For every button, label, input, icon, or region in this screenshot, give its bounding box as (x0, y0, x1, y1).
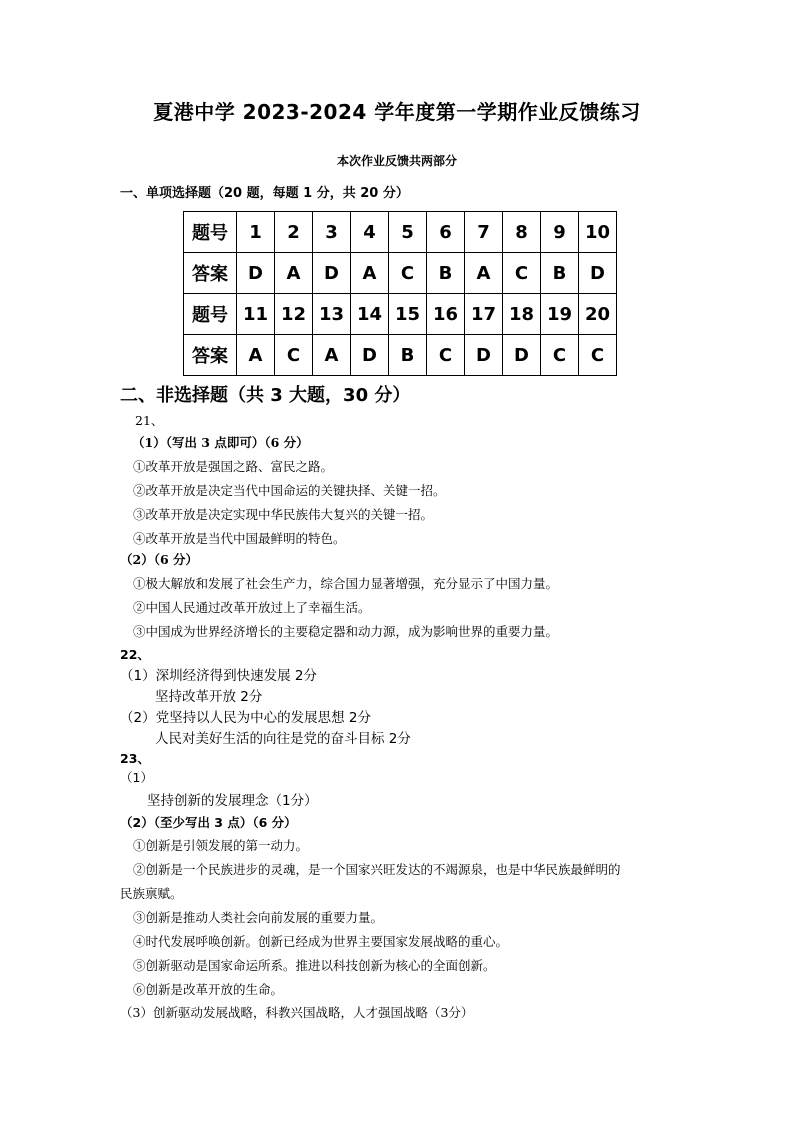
q23-part2-item: ①创新是引领发展的第一动力。 (133, 838, 309, 853)
answer-table (183, 211, 617, 376)
answer-table-cell: A (313, 335, 351, 376)
q23-part1-text: 坚持创新的发展理念（1分） (147, 793, 318, 809)
answer-table-row (184, 212, 617, 253)
answer-table-cell: 8 (503, 212, 541, 253)
q21-part1-item: ②改革开放是决定当代中国命运的关键抉择、关键一招。 (133, 483, 446, 498)
answer-table-row-header: 题号 (184, 294, 237, 335)
answer-table-cell: 4 (351, 212, 389, 253)
answer-table-cell: C (541, 335, 579, 376)
answer-table-cell: A (351, 253, 389, 294)
q21-part2-heading: （2）（6 分） (120, 552, 198, 567)
answer-table-cell: C (389, 253, 427, 294)
answer-table-cell: 9 (541, 212, 579, 253)
answer-table-cell: C (579, 335, 617, 376)
answer-table-cell: A (465, 253, 503, 294)
q23-part3-text: （3）创新驱动发展战略，科教兴国战略，人才强国战略（3分） (120, 1005, 474, 1020)
answer-table-cell: D (351, 335, 389, 376)
answer-table-cell: 3 (313, 212, 351, 253)
q21-part1-item: ①改革开放是强国之路、富民之路。 (133, 459, 334, 474)
answer-table-cell: 1 (237, 212, 275, 253)
answer-table-cell: 5 (389, 212, 427, 253)
q21-part1-heading: （1）（写出 3 点即可）（6 分） (132, 435, 309, 450)
q22-line: （1）深圳经济得到快速发展 2分 (120, 668, 317, 684)
section1-heading: 一、单项选择题（20 题，每题 1 分，共 20 分） (120, 186, 409, 201)
q22-line: 坚持改革开放 2分 (155, 689, 263, 705)
answer-table-cell: 20 (579, 294, 617, 335)
q21-part2-item: ③中国成为世界经济增长的主要稳定器和动力源，成为影响世界的重要力量。 (133, 624, 559, 639)
answer-table-cell: B (427, 253, 465, 294)
answer-table-cell: 10 (579, 212, 617, 253)
section2-heading: 二、非选择题（共 3 大题，30 分） (120, 385, 411, 406)
answer-table-cell: 17 (465, 294, 503, 335)
q23-part2-item: 民族禀赋。 (120, 886, 183, 901)
q23-part2-heading: （2）（至少写出 3 点）（6 分） (120, 815, 297, 830)
answer-table-cell: 11 (237, 294, 275, 335)
q23-part2-item: ⑤创新驱动是国家命运所系。推进以科技创新为核心的全面创新。 (133, 958, 496, 973)
answer-table-cell: 14 (351, 294, 389, 335)
q22-number: 22、 (120, 647, 150, 662)
answer-table-cell: D (237, 253, 275, 294)
answer-table-cell: B (541, 253, 579, 294)
q22-line: （2）党坚持以人民为中心的发展思想 2分 (120, 710, 371, 726)
answer-table-cell: A (275, 253, 313, 294)
answer-table-cell: 12 (275, 294, 313, 335)
answer-table-cell: 18 (503, 294, 541, 335)
page-title: 夏港中学 2023-2024 学年度第一学期作业反馈练习 (153, 100, 641, 124)
answer-table-row-header: 题号 (184, 212, 237, 253)
q21-part1-item: ④改革开放是当代中国最鲜明的特色。 (133, 531, 346, 546)
answer-table-row (184, 335, 617, 376)
q23-number: 23、 (120, 751, 150, 766)
answer-table-row-header: 答案 (184, 335, 237, 376)
q21-part1-item: ③改革开放是决定实现中华民族伟大复兴的关键一招。 (133, 507, 434, 522)
answer-table-cell: 13 (313, 294, 351, 335)
answer-table-cell: C (503, 253, 541, 294)
answer-table-cell: 16 (427, 294, 465, 335)
q21-number: 21、 (135, 413, 164, 428)
q23-part2-item: ②创新是一个民族进步的灵魂，是一个国家兴旺发达的不竭源泉，也是中华民族最鲜明的 (133, 862, 621, 877)
answer-table-cell: 2 (275, 212, 313, 253)
page-subtitle: 本次作业反馈共两部分 (336, 154, 457, 168)
answer-table-cell: D (503, 335, 541, 376)
q23-part2-item: ⑥创新是改革开放的生命。 (133, 982, 284, 997)
answer-table-row (184, 294, 617, 335)
answer-table-cell: C (427, 335, 465, 376)
q23-part1-heading: （1） (120, 770, 153, 785)
answer-table-cell: D (465, 335, 503, 376)
answer-table-cell: 7 (465, 212, 503, 253)
answer-table-cell: B (389, 335, 427, 376)
q21-part2-item: ①极大解放和发展了社会生产力，综合国力显著增强，充分显示了中国力量。 (133, 576, 559, 591)
answer-table-cell: A (237, 335, 275, 376)
q22-line: 人民对美好生活的向往是党的奋斗目标 2分 (155, 731, 411, 747)
answer-table-cell: D (313, 253, 351, 294)
q23-part2-item: ④时代发展呼唤创新。创新已经成为世界主要国家发展战略的重心。 (133, 934, 509, 949)
q23-part2-item: ③创新是推动人类社会向前发展的重要力量。 (133, 910, 384, 925)
answer-table-cell: 19 (541, 294, 579, 335)
answer-table-cell: 6 (427, 212, 465, 253)
answer-table-cell: C (275, 335, 313, 376)
q21-part2-item: ②中国人民通过改革开放过上了幸福生活。 (133, 600, 371, 615)
answer-table-cell: D (579, 253, 617, 294)
answer-table-row-header: 答案 (184, 253, 237, 294)
answer-table-cell: 15 (389, 294, 427, 335)
answer-table-row (184, 253, 617, 294)
